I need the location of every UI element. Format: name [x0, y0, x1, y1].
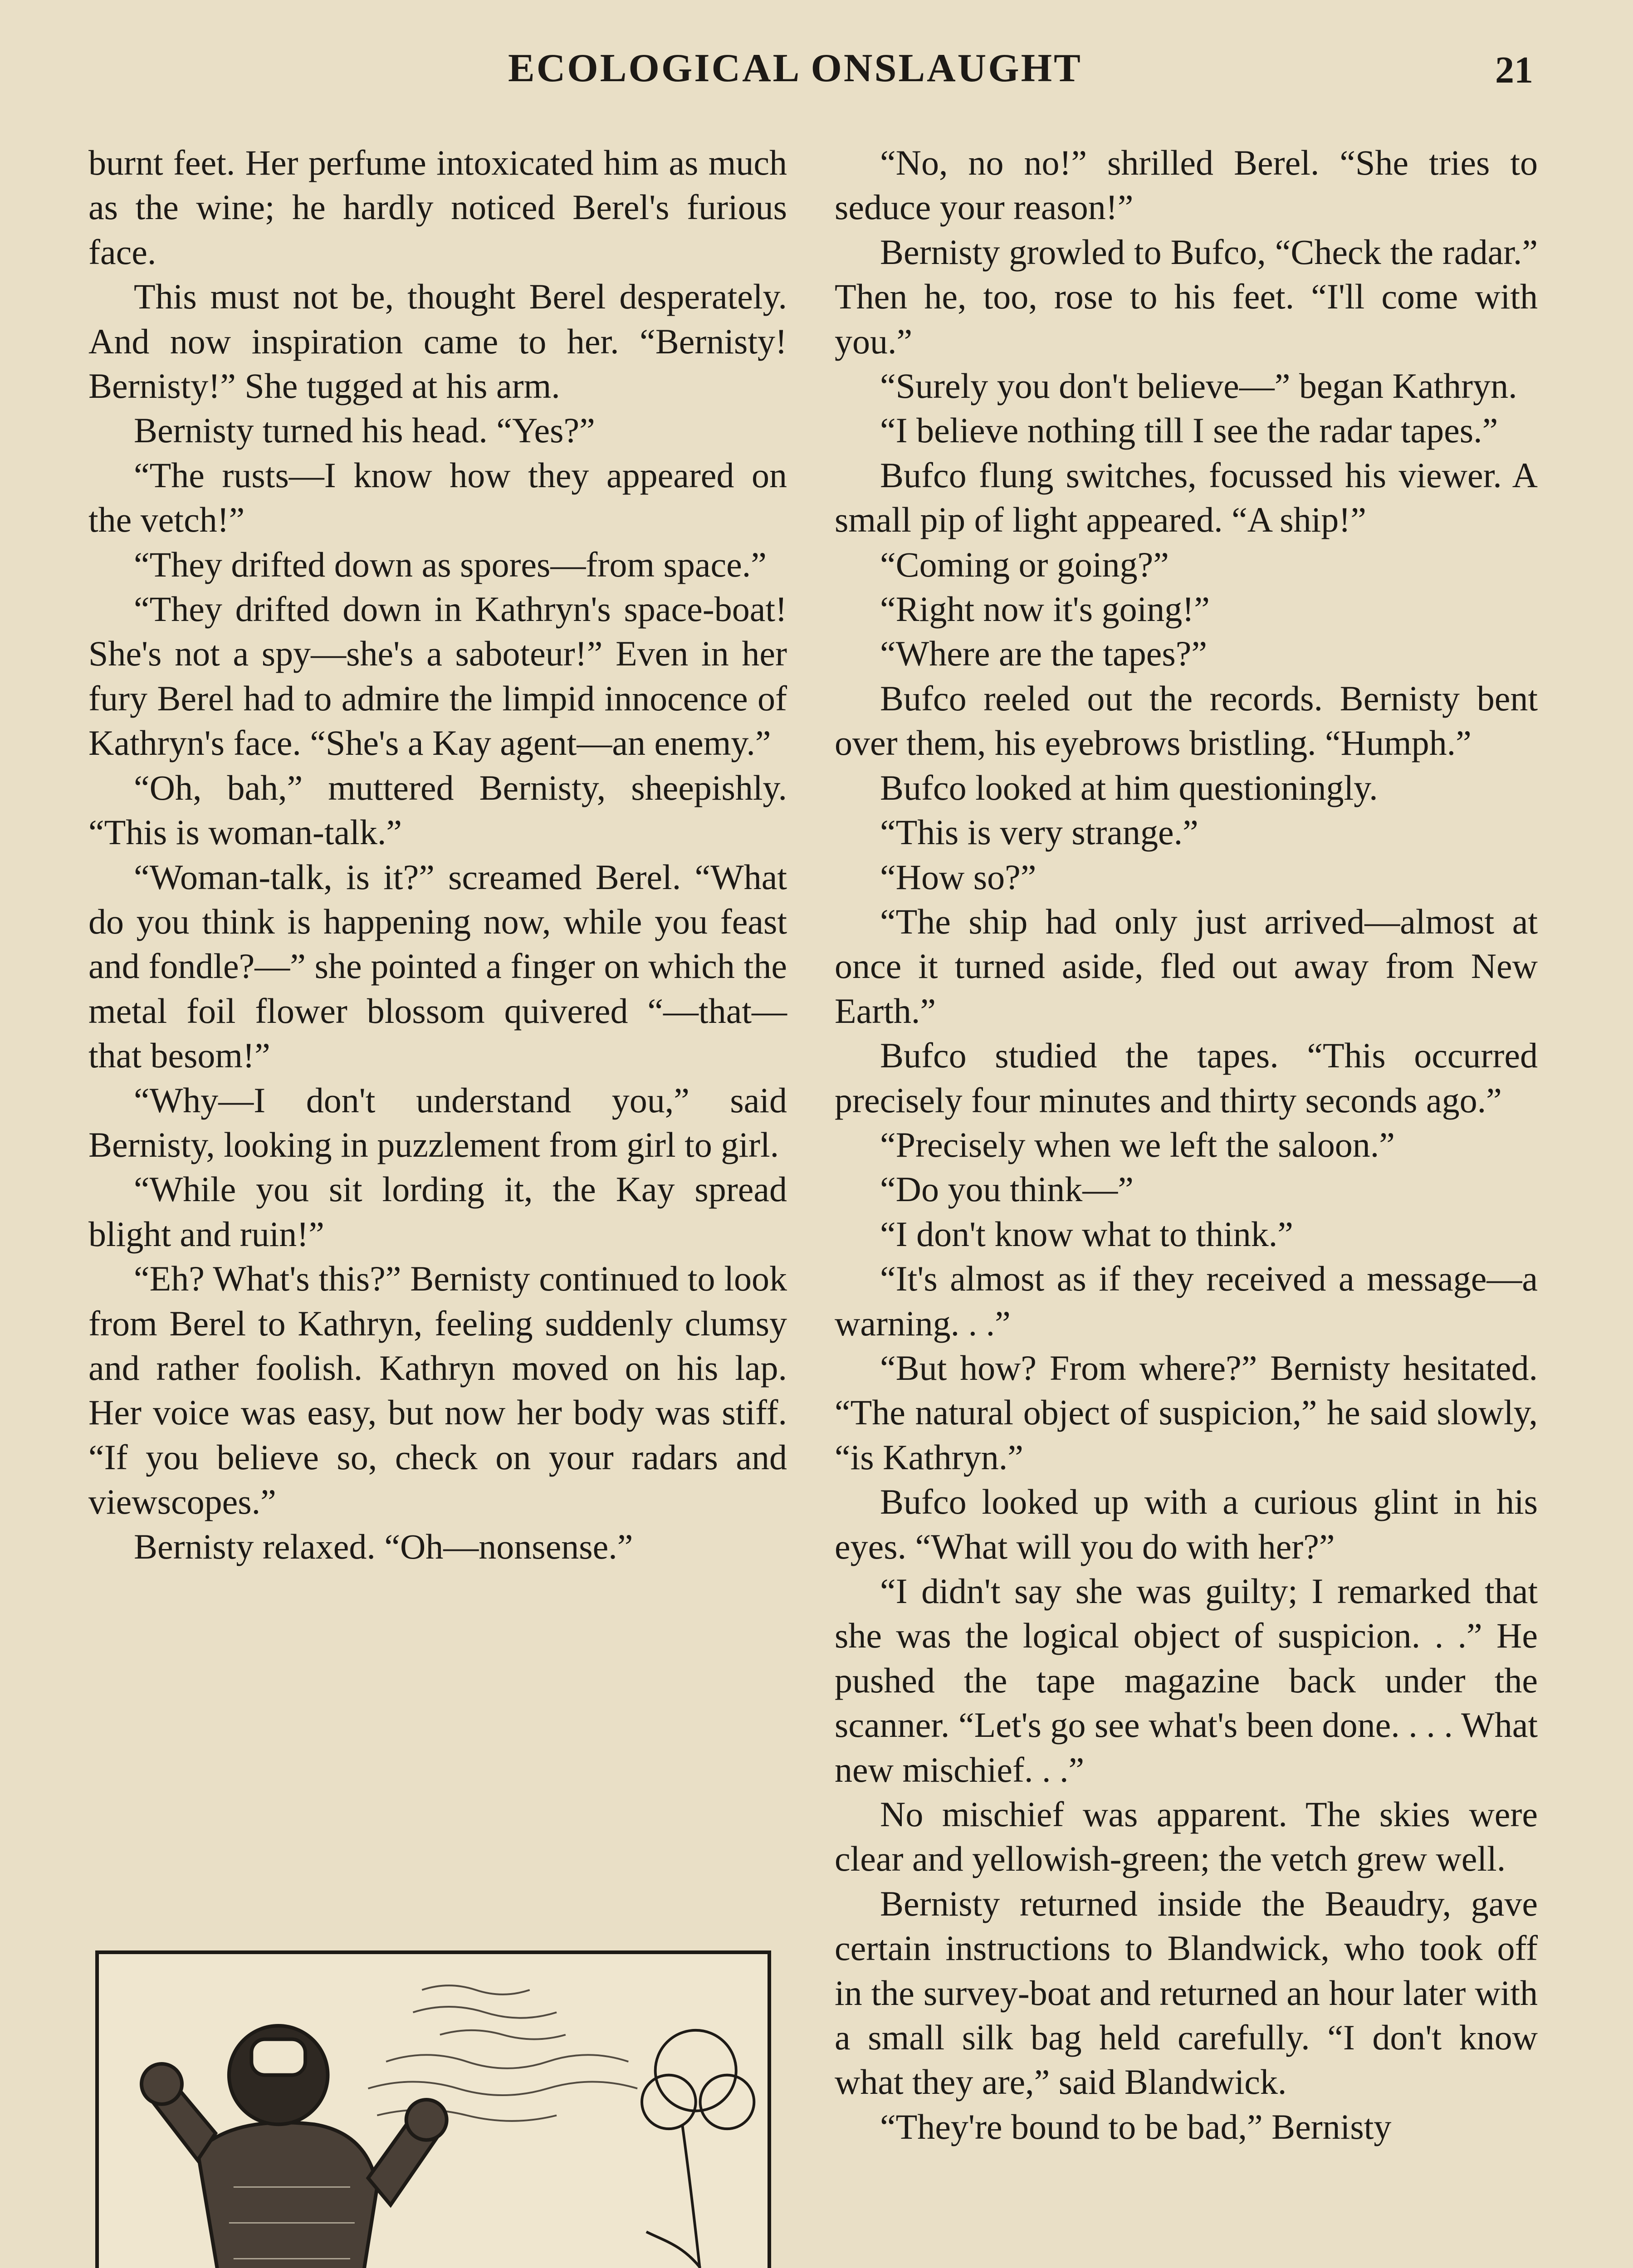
paragraph: This must not be, thought Berel desperately. And now inspiration came to her. “Bernisty! Bernisty!” She tugged at his arm. [88, 277, 787, 406]
paragraph: “I don't know what to think.” [880, 1214, 1293, 1254]
paragraph: “Woman-talk, is it?” screamed Berel. “What do you think is happening now, while you feast and fondle?—” she pointed a finger on which the metal foil flower blossom quivered “—that—that besom!” [88, 857, 787, 1075]
paragraph: “No, no no!” shrilled Berel. “She tries to seduce your reason!” [835, 143, 1538, 227]
left-column [88, 141, 787, 1569]
paragraph: Bufco reeled out the records. Bernisty bent over them, his eyebrows bristling. “Humph.” [835, 678, 1538, 763]
running-title: ECOLOGICAL ONSLAUGHT [508, 46, 1082, 90]
paragraph: Bernisty returned inside the Beaudry, gave certain instructions to Blandwick, who took off in the survey-boat and returned an hour later with a small silk bag held carefully. “I don't know what they are,” said Blandwick. [835, 1883, 1538, 2102]
paragraph: “Where are the tapes?” [880, 634, 1207, 674]
paragraph: “While you sit lording it, the Kay spread blight and ruin!” [88, 1169, 787, 1254]
right-column [835, 141, 1538, 2149]
paragraph: Bernisty growled to Bufco, “Check the radar.” Then he, too, rose to his feet. “I'll come with you.” [835, 232, 1538, 361]
paragraph: “They're bound to be bad,” Bernisty [880, 2107, 1392, 2146]
paragraph: “I believe nothing till I see the radar tapes.” [880, 411, 1498, 450]
page-number: 21 [1495, 49, 1533, 91]
paragraph: burnt feet. Her perfume intoxicated him as much as the wine; he hardly noticed Berel's furious face. [88, 143, 787, 272]
paragraph: “They drifted down in Kathryn's space-boat! She's not a spy—she's a saboteur!” Even in her fury Berel had to admire the limpid innocence of Kathryn's face. “She's a Kay agent—an enemy.” [88, 589, 787, 763]
paragraph: “But how? From where?” Bernisty hesitated. “The natural object of suspicion,” he said slowly, “is Kathryn.” [835, 1348, 1538, 1477]
paragraph: Bufco looked at him questioningly. [880, 767, 1378, 807]
paragraph: Bernisty turned his head. “Yes?” [134, 411, 595, 450]
illustration-drawing [99, 1954, 768, 2268]
paragraph: “Surely you don't believe—” began Kathryn. [880, 366, 1517, 406]
paragraph: “Eh? What's this?” Bernisty continued to look from Berel to Kathryn, feeling suddenly clumsy and rather foolish. Kathryn moved on his lap. Her voice was easy, but now her body was stiff. “If you believe so, check on your radars and viewscopes.” [88, 1259, 787, 1522]
paragraph: “Precisely when we left the saloon.” [880, 1124, 1395, 1164]
paragraph: Bufco flung switches, focussed his viewer. A small pip of light appeared. “A ship!” [835, 455, 1538, 540]
paragraph: Bufco studied the tapes. “This occurred precisely four minutes and thirty seconds ago.” [835, 1036, 1538, 1120]
paragraph: “They drifted down as spores—from space.” [134, 544, 767, 584]
paragraph: “The ship had only just arrived—almost at once it turned aside, fled out away from New Earth.” [835, 901, 1538, 1031]
paragraph: “This is very strange.” [880, 812, 1198, 852]
paragraph: Bernisty relaxed. “Oh—nonsense.” [134, 1526, 633, 1566]
paragraph: “Oh, bah,” muttered Bernisty, sheepishly. “This is woman-talk.” [88, 767, 787, 852]
paragraph: “Why—I don't understand you,” said Bernisty, looking in puzzlement from girl to girl. [88, 1080, 787, 1164]
paragraph: “Right now it's going!” [880, 589, 1210, 629]
paragraph: “Do you think—” [880, 1169, 1134, 1209]
paragraph: “The rusts—I know how they appeared on the vetch!” [88, 455, 787, 540]
paragraph: “How so?” [880, 857, 1037, 897]
spacesuit-figure-illustration [95, 1950, 771, 2268]
paragraph: “Coming or going?” [880, 544, 1169, 584]
paragraph: No mischief was apparent. The skies were clear and yellowish-green; the vetch grew well. [835, 1794, 1538, 1879]
paragraph: “I didn't say she was guilty; I remarked that she was the logical object of suspicion. . .” He pushed the tape magazine back under the scanner. “Let's go see what's been done. . . . What new mischief. . .” [835, 1571, 1538, 1789]
page-header [0, 45, 1633, 95]
paragraph: Bufco looked up with a curious glint in his eyes. “What will you do with her?” [835, 1482, 1538, 1566]
paragraph: “It's almost as if they received a message—a warning. . .” [835, 1259, 1538, 1343]
